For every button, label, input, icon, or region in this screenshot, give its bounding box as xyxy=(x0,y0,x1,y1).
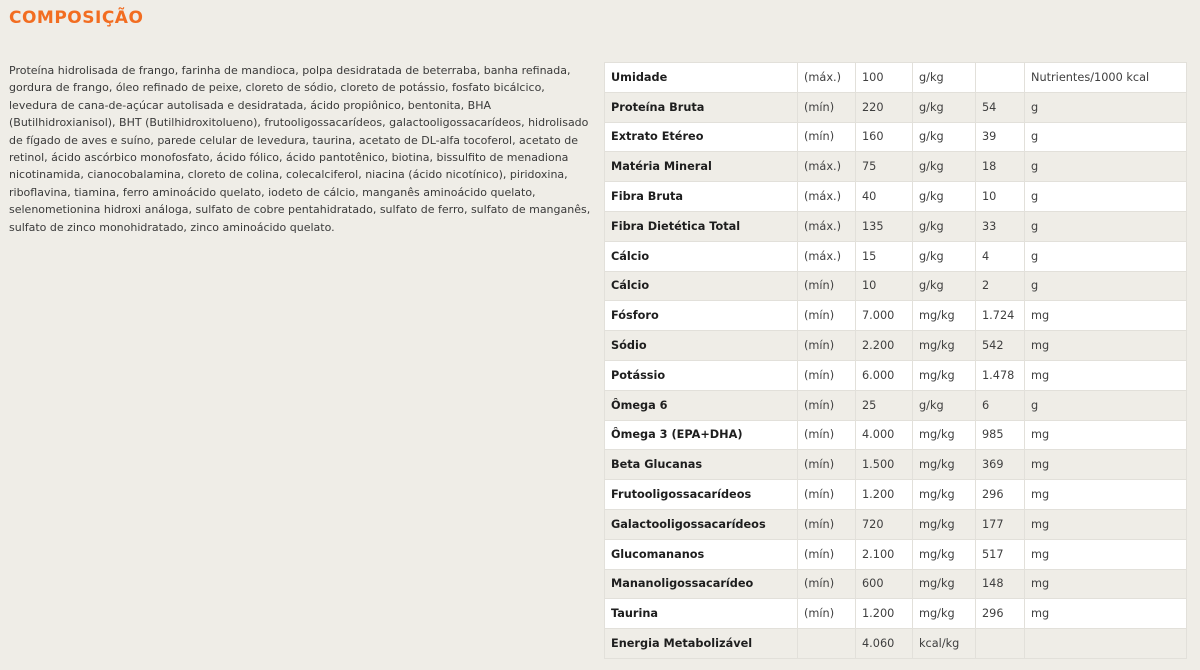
nutrient-name: Matéria Mineral xyxy=(605,152,798,182)
table-row xyxy=(605,122,1187,152)
nutrient-unit-per-1000kcal: g xyxy=(1025,152,1187,182)
nutrient-qualifier: (mín) xyxy=(798,480,856,510)
nutrient-unit-per-1000kcal: g xyxy=(1025,211,1187,241)
nutrient-value-per-1000kcal: 1.724 xyxy=(976,301,1025,331)
nutrient-qualifier: (mín) xyxy=(798,599,856,629)
nutrient-unit: g/kg xyxy=(913,152,976,182)
nutrient-value: 4.000 xyxy=(856,420,913,450)
nutrient-unit-per-1000kcal: mg xyxy=(1025,420,1187,450)
nutrient-unit-per-1000kcal: mg xyxy=(1025,599,1187,629)
nutrient-qualifier xyxy=(798,629,856,659)
nutrient-unit: g/kg xyxy=(913,182,976,212)
nutrient-value: 135 xyxy=(856,211,913,241)
nutrient-unit: mg/kg xyxy=(913,480,976,510)
nutrient-table xyxy=(604,62,1187,659)
nutrient-unit-per-1000kcal: g xyxy=(1025,271,1187,301)
nutrient-unit-per-1000kcal: g xyxy=(1025,122,1187,152)
nutrient-name: Umidade xyxy=(605,63,798,93)
nutrient-name: Extrato Etéreo xyxy=(605,122,798,152)
table-row xyxy=(605,152,1187,182)
nutrient-qualifier: (mín) xyxy=(798,360,856,390)
nutrient-value: 75 xyxy=(856,152,913,182)
nutrient-table-body xyxy=(605,63,1187,659)
nutrient-value: 6.000 xyxy=(856,360,913,390)
nutrient-unit: mg/kg xyxy=(913,450,976,480)
nutrient-qualifier: (mín) xyxy=(798,539,856,569)
table-row xyxy=(605,211,1187,241)
nutrient-name: Beta Glucanas xyxy=(605,450,798,480)
nutrient-value-per-1000kcal xyxy=(976,629,1025,659)
nutrient-qualifier: (máx.) xyxy=(798,182,856,212)
nutrient-name: Energia Metabolizável xyxy=(605,629,798,659)
nutrient-qualifier: (mín) xyxy=(798,301,856,331)
nutrient-unit-per-1000kcal: g xyxy=(1025,241,1187,271)
composition-text: Proteína hidrolisada de frango, farinha de mandioca, polpa desidratada de beterraba, banha refinada, gordura de frango, óleo refinado de peixe, cloreto de sódio, cloreto de potássio, fosfato bicálcico, levedura de cana-de-açúcar autolisada e desidratada, ácido propiônico, bentonita, BHA (Butilhidroxianisol), BHT (Butilhidroxitolueno), frutooligossacarídeos, galactooligossacarídeos, hidrolisado de fígado de aves e suíno, parede celular de levedura, taurina, acetato de DL-alfa tocoferol, acetato de retinol, ácido ascórbico monofosfato, ácido fólico, ácido pantotênico, biotina, bissulfito de menadiona nicotinamida, cianocobalamina, cloreto de colina, colecalciferol, niacina (ácido nicotínico), piridoxina, riboflavina, tiamina, ferro aminoácido quelato, iodeto de cálcio, manganês aminoácido quelato, selenometionina hidroxi análoga, sulfato de cobre pentahidratado, sulfato de ferro, sulfato de manganês, sulfato de zinco monohidratado, zinco aminoácido quelato. xyxy=(9,64,591,234)
nutrient-unit: g/kg xyxy=(913,122,976,152)
nutrient-qualifier: (máx.) xyxy=(798,211,856,241)
nutrient-unit-per-1000kcal: mg xyxy=(1025,569,1187,599)
nutrient-table-container xyxy=(604,62,1186,659)
nutrient-value-per-1000kcal: 10 xyxy=(976,182,1025,212)
nutrient-name: Frutooligossacarídeos xyxy=(605,480,798,510)
nutrient-name: Proteína Bruta xyxy=(605,92,798,122)
nutrient-unit: mg/kg xyxy=(913,599,976,629)
nutrient-name: Ômega 3 (EPA+DHA) xyxy=(605,420,798,450)
nutrient-qualifier: (mín) xyxy=(798,569,856,599)
nutrient-unit: g/kg xyxy=(913,390,976,420)
nutrient-value: 160 xyxy=(856,122,913,152)
nutrient-value: 40 xyxy=(856,182,913,212)
nutrient-value: 1.500 xyxy=(856,450,913,480)
nutrient-qualifier: (mín) xyxy=(798,271,856,301)
nutrient-qualifier: (máx.) xyxy=(798,152,856,182)
table-row xyxy=(605,271,1187,301)
nutrient-unit: mg/kg xyxy=(913,301,976,331)
nutrient-value-per-1000kcal: 985 xyxy=(976,420,1025,450)
nutrient-value-per-1000kcal: 1.478 xyxy=(976,360,1025,390)
table-row xyxy=(605,360,1187,390)
nutrient-unit-per-1000kcal: g xyxy=(1025,390,1187,420)
table-row xyxy=(605,539,1187,569)
table-row xyxy=(605,241,1187,271)
nutrient-unit-per-1000kcal: g xyxy=(1025,182,1187,212)
nutrient-unit: g/kg xyxy=(913,241,976,271)
nutrient-value: 10 xyxy=(856,271,913,301)
nutrient-unit-per-1000kcal: mg xyxy=(1025,301,1187,331)
nutrient-name: Glucomananos xyxy=(605,539,798,569)
nutrient-unit: g/kg xyxy=(913,271,976,301)
nutrient-unit-per-1000kcal: mg xyxy=(1025,539,1187,569)
nutrient-value-per-1000kcal: 542 xyxy=(976,331,1025,361)
nutrient-name: Fibra Bruta xyxy=(605,182,798,212)
nutrient-value-per-1000kcal: 296 xyxy=(976,599,1025,629)
nutrient-unit: g/kg xyxy=(913,63,976,93)
nutrient-unit: mg/kg xyxy=(913,360,976,390)
table-row xyxy=(605,569,1187,599)
table-row xyxy=(605,450,1187,480)
nutrient-unit-per-1000kcal: mg xyxy=(1025,509,1187,539)
nutrient-value: 2.200 xyxy=(856,331,913,361)
nutrient-value-per-1000kcal: 148 xyxy=(976,569,1025,599)
nutrient-unit-per-1000kcal: Nutrientes/1000 kcal xyxy=(1025,63,1187,93)
nutrient-value-per-1000kcal: 4 xyxy=(976,241,1025,271)
nutrient-value: 7.000 xyxy=(856,301,913,331)
nutrient-value-per-1000kcal: 2 xyxy=(976,271,1025,301)
nutrient-value-per-1000kcal: 177 xyxy=(976,509,1025,539)
nutrient-value-per-1000kcal: 296 xyxy=(976,480,1025,510)
nutrient-value: 600 xyxy=(856,569,913,599)
nutrient-value: 4.060 xyxy=(856,629,913,659)
nutrient-name: Taurina xyxy=(605,599,798,629)
table-row xyxy=(605,390,1187,420)
table-row xyxy=(605,331,1187,361)
nutrient-qualifier: (mín) xyxy=(798,122,856,152)
nutrient-value-per-1000kcal: 6 xyxy=(976,390,1025,420)
nutrient-unit-per-1000kcal: g xyxy=(1025,92,1187,122)
nutrient-name: Potássio xyxy=(605,360,798,390)
table-row xyxy=(605,480,1187,510)
nutrient-name: Cálcio xyxy=(605,241,798,271)
nutrient-value-per-1000kcal: 54 xyxy=(976,92,1025,122)
table-row xyxy=(605,92,1187,122)
table-row xyxy=(605,629,1187,659)
nutrient-qualifier: (mín) xyxy=(798,450,856,480)
nutrient-value-per-1000kcal: 18 xyxy=(976,152,1025,182)
table-row xyxy=(605,420,1187,450)
nutrient-name: Fibra Dietética Total xyxy=(605,211,798,241)
nutrient-unit: mg/kg xyxy=(913,509,976,539)
table-row xyxy=(605,301,1187,331)
nutrient-value: 720 xyxy=(856,509,913,539)
nutrient-value: 220 xyxy=(856,92,913,122)
section-title: COMPOSIÇÃO xyxy=(9,8,144,28)
nutrient-qualifier: (mín) xyxy=(798,420,856,450)
nutrient-value: 2.100 xyxy=(856,539,913,569)
nutrient-unit: kcal/kg xyxy=(913,629,976,659)
nutrient-unit-per-1000kcal: mg xyxy=(1025,480,1187,510)
nutrient-value: 100 xyxy=(856,63,913,93)
nutrient-unit-per-1000kcal xyxy=(1025,629,1187,659)
nutrient-value: 25 xyxy=(856,390,913,420)
nutrient-unit: mg/kg xyxy=(913,569,976,599)
nutrient-unit-per-1000kcal: mg xyxy=(1025,450,1187,480)
nutrient-name: Sódio xyxy=(605,331,798,361)
table-row xyxy=(605,599,1187,629)
nutrient-value: 1.200 xyxy=(856,480,913,510)
table-row xyxy=(605,509,1187,539)
nutrient-name: Cálcio xyxy=(605,271,798,301)
nutrient-value-per-1000kcal: 517 xyxy=(976,539,1025,569)
nutrient-unit: mg/kg xyxy=(913,420,976,450)
nutrient-value: 1.200 xyxy=(856,599,913,629)
nutrient-value-per-1000kcal xyxy=(976,63,1025,93)
nutrient-qualifier: (mín) xyxy=(798,92,856,122)
nutrient-unit-per-1000kcal: mg xyxy=(1025,331,1187,361)
nutrient-name: Fósforo xyxy=(605,301,798,331)
nutrient-unit: mg/kg xyxy=(913,539,976,569)
nutrient-unit: g/kg xyxy=(913,211,976,241)
table-row xyxy=(605,182,1187,212)
nutrient-unit: mg/kg xyxy=(913,331,976,361)
nutrient-unit: g/kg xyxy=(913,92,976,122)
nutrient-name: Mananoligossacarídeo xyxy=(605,569,798,599)
nutrient-qualifier: (máx.) xyxy=(798,241,856,271)
nutrient-qualifier: (mín) xyxy=(798,390,856,420)
nutrient-value-per-1000kcal: 39 xyxy=(976,122,1025,152)
nutrient-qualifier: (máx.) xyxy=(798,63,856,93)
nutrient-value-per-1000kcal: 369 xyxy=(976,450,1025,480)
nutrient-name: Ômega 6 xyxy=(605,390,798,420)
nutrient-unit-per-1000kcal: mg xyxy=(1025,360,1187,390)
nutrient-qualifier: (mín) xyxy=(798,331,856,361)
nutrient-value-per-1000kcal: 33 xyxy=(976,211,1025,241)
nutrient-value: 15 xyxy=(856,241,913,271)
nutrient-qualifier: (mín) xyxy=(798,509,856,539)
table-row xyxy=(605,63,1187,93)
nutrient-name: Galactooligossacarídeos xyxy=(605,509,798,539)
